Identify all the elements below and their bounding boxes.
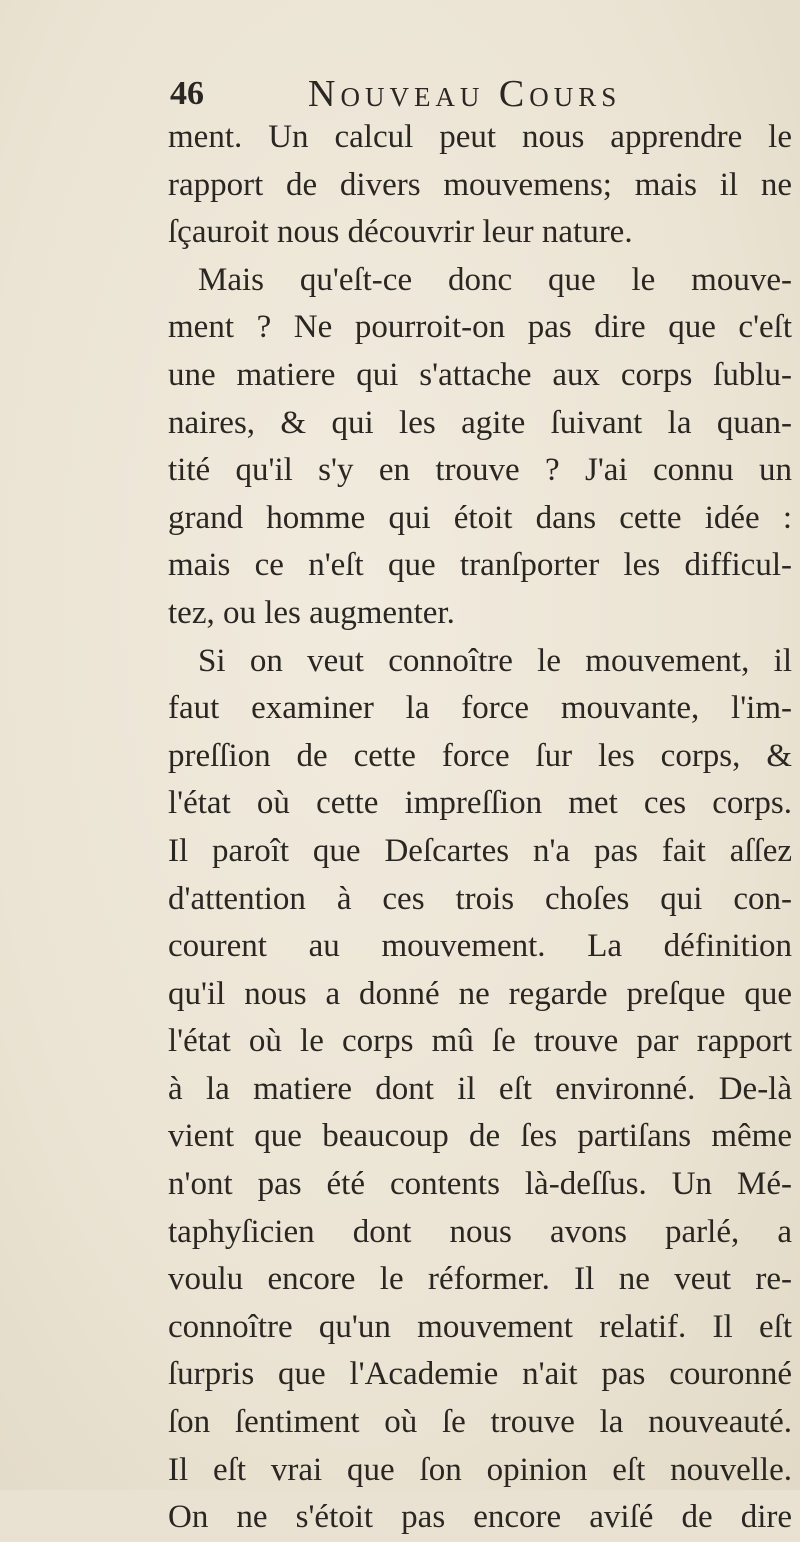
text-line: vient que beaucoup de ſes partiſans même — [168, 1118, 792, 1155]
text-line: faut examiner la force mouvante, l'im- — [168, 690, 792, 727]
text-line: qu'il nous a donné ne regarde preſque que — [168, 975, 792, 1012]
text-line: Il paroît que Deſcartes n'a pas fait aſſez — [168, 832, 792, 869]
page-header — [170, 72, 630, 116]
text-line: connoître qu'un mouvement relatif. Il eſt — [168, 1308, 792, 1345]
text-line: courent au mouvement. La définition — [168, 928, 792, 965]
body-text — [168, 114, 792, 1542]
text-line: tez, ou les augmenter. — [168, 594, 455, 631]
text-line: Mais qu'eſt-ce donc que le mouve- — [198, 261, 792, 298]
text-line: Il eſt vrai que ſon opinion eſt nouvelle. — [168, 1451, 792, 1488]
text-line: grand homme qui étoit dans cette idée : — [168, 499, 792, 536]
text-line: mais ce n'eſt que tranſporter les difficul- — [168, 547, 792, 584]
text-line: taphyſicien dont nous avons parlé, a — [168, 1213, 792, 1250]
text-line: Si on veut connoître le mouvement, il — [198, 642, 792, 679]
text-line: ſurpris que l'Academie n'ait pas couronné — [168, 1356, 792, 1393]
text-line: preſſion de cette force ſur les corps, & — [168, 737, 792, 774]
text-line: ment. Un calcul peut nous apprendre le — [168, 119, 792, 155]
text-line: d'attention à ces trois choſes qui con- — [168, 880, 792, 917]
page-number: 46 — [170, 75, 204, 112]
running-title: Nouveau Cours — [308, 73, 622, 115]
text-line: rapport de divers mouvemens; mais il ne — [168, 166, 792, 203]
text-line: ſçauroit nous découvrir leur nature. — [168, 214, 633, 251]
text-line: une matiere qui s'attache aux corps ſublu- — [168, 356, 792, 393]
text-line: naires, & qui les agite ſuivant la quan- — [168, 404, 792, 441]
text-line: tité qu'il s'y en trouve ? J'ai connu un — [168, 452, 792, 489]
text-line: ment ? Ne pourroit-on pas dire que c'eſt — [168, 309, 792, 346]
text-line: l'état où cette impreſſion met ces corps. — [168, 785, 792, 822]
text-line: On ne s'étoit pas encore aviſé de dire — [168, 1499, 792, 1536]
text-line: voulu encore le réformer. Il ne veut re- — [168, 1261, 792, 1298]
text-line: ſon ſentiment où ſe trouve la nouveauté. — [168, 1404, 792, 1441]
text-line: à la matiere dont il eſt environné. De-là — [168, 1070, 792, 1107]
text-line: n'ont pas été contents là-deſſus. Un Mé- — [168, 1166, 792, 1203]
text-line: l'état où le corps mû ſe trouve par rapport — [168, 1023, 792, 1060]
